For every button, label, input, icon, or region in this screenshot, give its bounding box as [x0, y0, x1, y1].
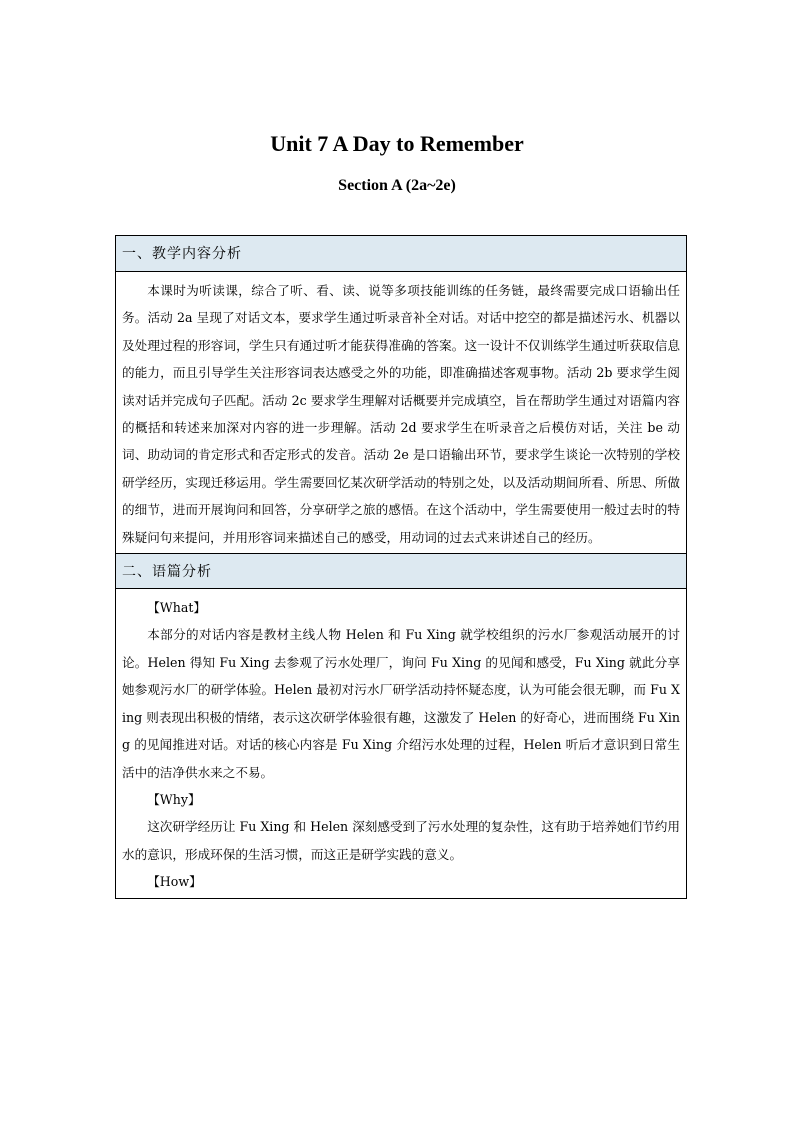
document-title: Unit 7 A Day to Remember: [270, 131, 524, 156]
what-text: 本部分的对话内容是教材主线人物 Helen 和 Fu Xing 就学校组织的污水厂参观活动展开的讨论。Helen 得知 Fu Xing 去参观了污水处理厂，询问 Fu Xing 的见闻和感受，Fu Xing 就此分享她参观污水厂的研学体验。Helen 最初对污水厂研学活动持怀疑态度，认为可能会很无聊，而 Fu Xing 则表现出积极的情绪，表示这次研学体验很有趣，这激发了 Helen 的好奇心，进而围绕 Fu Xing 的见闻推进对话。对话的核心内容是 Fu Xing 介绍污水处理的过程，Helen 听后才意识到日常生活中的洁净供水来之不易。: [122, 627, 680, 780]
section-heading-content-analysis: 一、教学内容分析: [116, 236, 686, 272]
content-analysis-text: 本课时为听读课，综合了听、看、读、说等多项技能训练的任务链，最终需要完成口语输出任务。活动 2a 呈现了对话文本，要求学生通过听录音补全对话。对话中挖空的都是描述污水、机器以及处理过程的形容词，学生只有通过听才能获得准确的答案。这一设计不仅训练学生通过听获取信息的能力，而且引导学生关注形容词表达感受之外的功能，即准确描述客观事物。活动 2b 要求学生阅读对话并完成句子匹配。活动 2c 要求学生理解对话概要并完成填空，旨在帮助学生通过对语篇内容的概括和转述来加深对内容的进一步理解。活动 2d 要求学生在听录音之后模仿对话，关注 be 动词、助动词的肯定形式和否定形式的发音。活动 2e 是口语输出环节，要求学生谈论一次特别的学校研学经历，实现迁移运用。学生需要回忆某次研学活动的特别之处，以及活动期间所看、所思、所做的细节，进而开展询问和回答，分享研学之旅的感悟。在这个活动中，学生需要使用一般过去时的特殊疑问句来提问，并用形容词来描述自己的感受，用动词的过去式来讲述自己的经历。: [122, 283, 680, 545]
content-analysis-cell: [116, 272, 686, 553]
why-label: 【Why】: [147, 791, 201, 807]
section-heading-text-analysis: 二、语篇分析: [116, 553, 686, 589]
lesson-analysis-table: [115, 235, 687, 899]
what-label: 【What】: [147, 600, 206, 616]
why-text: 这次研学经历让 Fu Xing 和 Helen 深刻感受到了污水处理的复杂性，这有助于培养她们节约用水的意识，形成环保的生活习惯，而这正是研学实践的意义。: [122, 819, 680, 862]
document-subtitle: Section A (2a~2e): [338, 177, 456, 194]
text-analysis-cell: [116, 589, 686, 897]
how-label: 【How】: [147, 874, 202, 890]
